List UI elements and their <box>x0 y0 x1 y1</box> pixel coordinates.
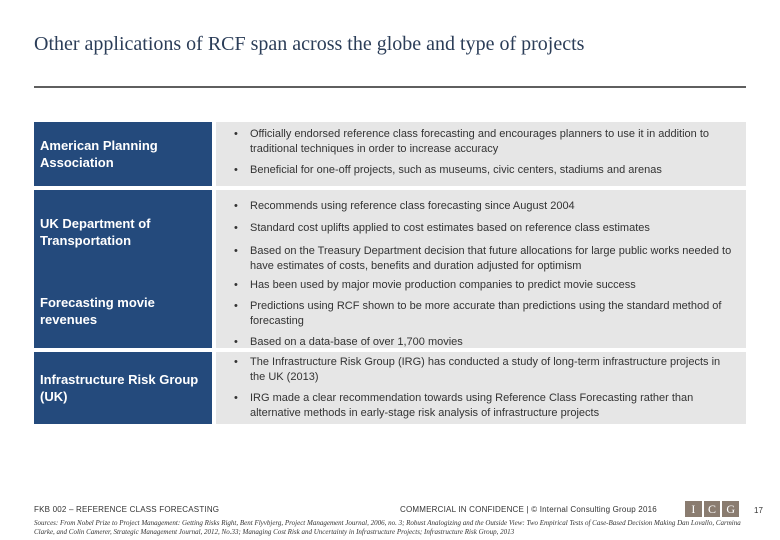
sources-citation: Sources: From Nobel Prize to Project Management: Getting Risks Right, Bent Flyvbjerg, Project Management Journal, 2006, no. 3; Robust Analogizing and the Outside View: Two Empirical Tests of Case-Based Decision Making Dan Lovallo, Carmina Clarke, and Colin Camerer, Strategic Management Journal, 2012, No.33; Managing Cost Risk and Uncertainty in Infrastructure Projects; Infrastructure Risk Group, 2013 <box>34 519 741 536</box>
bullet-dot-icon: • <box>234 300 238 312</box>
row-content <box>216 352 746 424</box>
row-content <box>216 274 746 348</box>
row-label <box>34 274 212 348</box>
row-label <box>34 352 212 424</box>
bullet-item <box>234 335 738 350</box>
bullet-item <box>234 221 738 236</box>
bullet-text: Beneficial for one-off projects, such as museums, civic centers, stadiums and arenas <box>250 164 662 176</box>
bullet-item <box>234 299 738 328</box>
bullet-item <box>234 199 738 214</box>
bullet-text: Predictions using RCF shown to be more accurate than predictions using the standard method of forecasting <box>250 300 722 327</box>
row-label-text: Infrastructure Risk Group (UK) <box>40 372 199 404</box>
bullet-text: IRG made a clear recommendation towards using Reference Class Forecasting rather than alternative methods in early-stage risk analysis of infrastructure projects <box>250 392 694 419</box>
title-divider <box>34 86 746 88</box>
bullet-text: Standard cost uplifts applied to cost estimates based on reference class estimates <box>250 222 650 234</box>
bullet-text: Has been used by major movie production companies to predict movie success <box>250 279 636 291</box>
bullet-dot-icon: • <box>234 392 238 404</box>
logo-letter: I <box>685 501 702 517</box>
row-uk-department-of-transportation <box>34 190 746 274</box>
row-label-text: UK Department of Transportation <box>40 216 151 248</box>
row-american-planning-association <box>34 122 746 186</box>
bullet-item <box>234 278 738 293</box>
bullet-dot-icon: • <box>234 128 238 140</box>
row-label-text: American Planning Association <box>40 138 158 170</box>
bullet-dot-icon: • <box>234 336 238 348</box>
row-label-text: Forecasting movie revenues <box>40 295 155 327</box>
bullet-item <box>234 355 738 384</box>
row-label <box>34 190 212 274</box>
row-infrastructure-risk-group <box>34 352 746 424</box>
bullet-item <box>234 127 738 156</box>
row-forecasting-movie-revenues <box>34 274 746 348</box>
bullet-text: Officially endorsed reference class forecasting and encourages planners to use it in addition to traditional techniques in order to increase accuracy <box>250 128 710 155</box>
bullet-item <box>234 163 738 178</box>
bullet-dot-icon: • <box>234 245 238 257</box>
row-content <box>216 122 746 186</box>
bullet-dot-icon: • <box>234 356 238 368</box>
footer-document-code: FKB 002 – REFERENCE CLASS FORECASTING <box>34 505 220 514</box>
bullet-item <box>234 244 738 273</box>
bullet-dot-icon: • <box>234 200 238 212</box>
page-title: Other applications of RCF span across the globe and type of projects <box>34 33 585 55</box>
bullet-text: Recommends using reference class forecasting since August 2004 <box>250 200 575 212</box>
bullet-dot-icon: • <box>234 164 238 176</box>
page-number: 17 <box>754 506 763 515</box>
logo-letter: G <box>722 501 739 517</box>
row-label <box>34 122 212 186</box>
bullet-text: The Infrastructure Risk Group (IRG) has conducted a study of long-term infrastructure projects in the UK (2013) <box>250 356 721 383</box>
bullet-item <box>234 391 738 420</box>
logo-letter: C <box>704 501 721 517</box>
bullet-dot-icon: • <box>234 279 238 291</box>
bullet-text: Based on the Treasury Department decision that future allocations for large public works needed to have estimates of costs, benefits and duration adjusted for optimism <box>250 245 732 272</box>
bullet-dot-icon: • <box>234 222 238 234</box>
bullet-text: Based on a data-base of over 1,700 movies <box>250 336 463 348</box>
icg-logo <box>685 501 739 517</box>
row-content <box>216 190 746 274</box>
footer-confidentiality: COMMERCIAL IN CONFIDENCE | © Internal Consulting Group 2016 <box>400 505 657 514</box>
